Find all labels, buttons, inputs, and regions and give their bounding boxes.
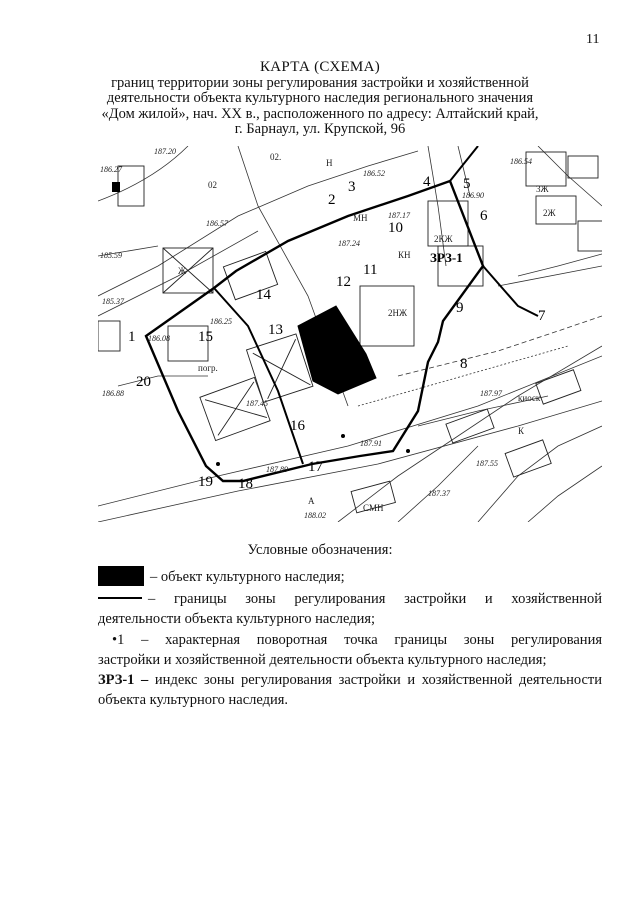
point-5: 5 <box>463 176 471 192</box>
map-label: киоск <box>518 393 541 403</box>
elevation: 186.27 <box>100 165 122 174</box>
legend-item-zone-index <box>98 670 602 710</box>
point-2: 2 <box>328 192 336 208</box>
title-line-2: границ территории зоны регулирования застройки и хозяйственной <box>111 74 529 91</box>
elevation: 187.97 <box>480 389 502 398</box>
map-label: А <box>308 496 315 506</box>
point-1: 1 <box>128 329 136 345</box>
legend-text: застройки и хозяйственной деятельности объекта культурного наследия; <box>98 652 547 668</box>
elevation: 186.90 <box>462 191 484 200</box>
heritage-swatch <box>98 566 144 586</box>
title-line-1: КАРТА (СХЕМА) <box>259 59 381 75</box>
elevation: 187.89 <box>266 465 288 474</box>
point-10: 10 <box>388 220 403 236</box>
zone-boundary-edge-2 <box>483 266 538 316</box>
map-label: К <box>518 426 525 436</box>
legend-heading: Условные обозначения: <box>247 542 393 558</box>
point-12: 12 <box>336 274 351 290</box>
point-marker: •1 <box>112 632 125 648</box>
legend-text: – характерная поворотная точка границы зоны регулирования <box>141 632 602 648</box>
point-3: 3 <box>348 179 356 195</box>
elevation: 186.54 <box>510 157 532 166</box>
elevation: 187.91 <box>360 439 382 448</box>
document-title <box>0 60 640 138</box>
title-line-3: деятельности объекта культурного наследия регионального значения <box>106 90 534 106</box>
page-number: 11 <box>586 32 600 47</box>
map-annotations <box>178 152 557 513</box>
map-label: 3Ж <box>536 184 549 194</box>
point-14: 14 <box>256 287 271 303</box>
zone-index-marker: ЗРЗ-1 – <box>98 672 149 688</box>
map-label: СМН <box>363 503 384 513</box>
point-6: 6 <box>480 208 488 224</box>
boundary-line-symbol <box>98 597 142 599</box>
legend-text: – границы зоны регулирования застройки и хозяйственной <box>148 591 602 607</box>
map-label: 02 <box>208 180 217 190</box>
elevation: 188.02 <box>304 511 326 520</box>
elevation: 187.45 <box>246 399 268 408</box>
point-19: 19 <box>198 474 213 490</box>
map-label: 2Ж <box>543 208 556 218</box>
point-17: 17 <box>308 459 323 475</box>
point-16: 16 <box>290 418 305 434</box>
point-20: 20 <box>136 374 151 390</box>
zone-map <box>98 146 602 522</box>
legend-text: – объект культурного наследия; <box>150 569 345 585</box>
legend-text: деятельности объекта культурного наследия; <box>98 611 376 627</box>
heritage-object <box>298 306 376 394</box>
title-line-4: «Дом жилой», нач. XX в., расположенного по адресу: Алтайский край, <box>101 105 539 122</box>
map-label: погр. <box>198 363 218 373</box>
zone-label: ЗРЗ-1 <box>430 250 463 265</box>
map-label: 2КЖ <box>434 234 453 244</box>
elevation: 186.25 <box>210 317 232 326</box>
legend-item-point <box>98 630 602 670</box>
map-label: КН <box>398 250 411 260</box>
legend-text: индекс зоны регулирования застройки и хозяйственной деятельности <box>154 672 603 688</box>
point-15: 15 <box>198 329 213 345</box>
elevation: 187.24 <box>338 239 360 248</box>
point-4: 4 <box>423 174 431 190</box>
zone-boundary-inner <box>214 288 303 464</box>
elevation: 186.08 <box>148 334 170 343</box>
elevation: 187.17 <box>388 211 410 220</box>
elevation: 186.52 <box>363 169 385 178</box>
point-13: 13 <box>268 322 283 338</box>
map-label: Н <box>326 158 333 168</box>
map-label: Ж <box>178 266 187 276</box>
elevation: 187.55 <box>476 459 498 468</box>
point-7: 7 <box>538 308 546 324</box>
point-18: 18 <box>238 476 253 492</box>
point-8: 8 <box>460 356 468 372</box>
map-label: МН <box>353 213 368 223</box>
elevation: 185.37 <box>102 297 124 306</box>
map-label: 02. <box>270 152 282 162</box>
legend-item-heritage <box>98 566 602 587</box>
legend-item-boundary <box>98 589 602 629</box>
elevation: 186.88 <box>102 389 124 398</box>
elevation: 187.20 <box>154 147 176 156</box>
map-label: 2НЖ <box>388 308 408 318</box>
legend-text: объекта культурного наследия. <box>98 692 289 708</box>
title-line-5: г. Барнаул, ул. Крупской, 96 <box>234 121 406 137</box>
elevation: 185.59 <box>100 251 122 260</box>
elevation: 187.37 <box>428 489 450 498</box>
elevation: 186.57 <box>206 219 228 228</box>
point-9: 9 <box>456 300 464 316</box>
map-symbols <box>112 182 410 466</box>
point-11: 11 <box>363 262 378 278</box>
